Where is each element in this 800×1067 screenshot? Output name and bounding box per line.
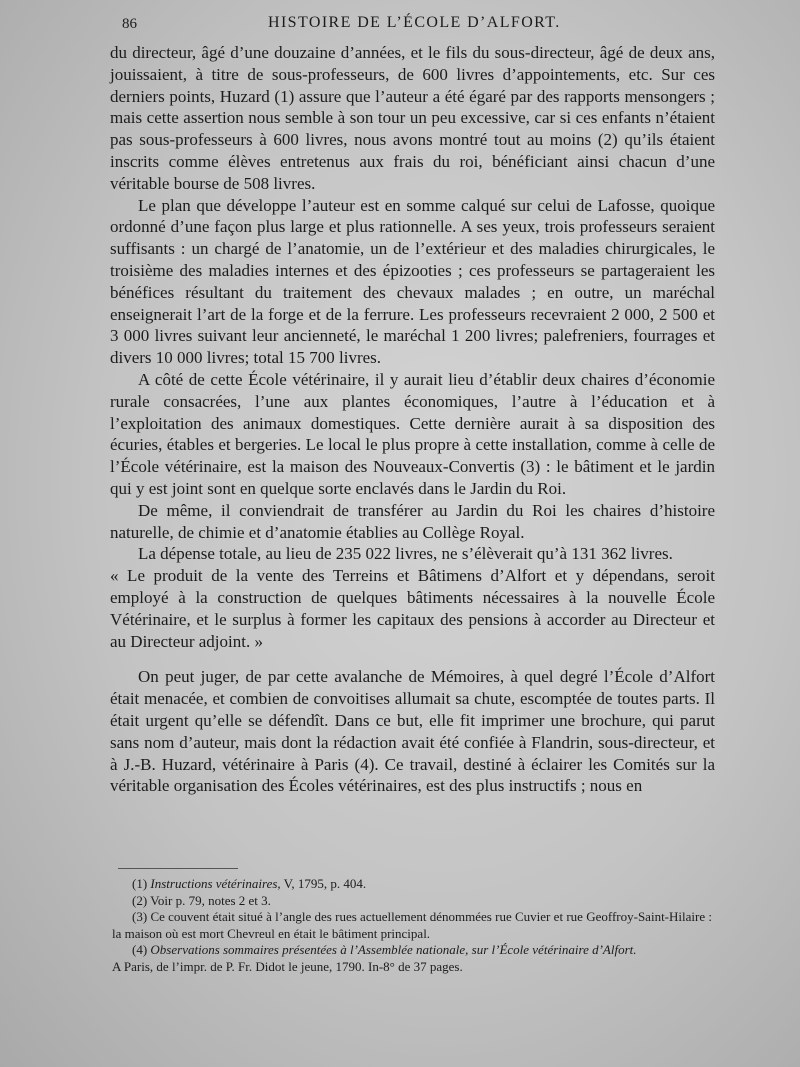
paragraph-2: Le plan que développe l’auteur est en somme calqué sur celui de Lafosse, quoique ordonné d’une façon plus large et plus rationnelle. A ses yeux, trois professeurs seraient suffisants : un chargé de l’anatomie, un de l’extérieur et des maladies chirurgicales, le troisième des maladies internes et des épizooties ; ces professeurs se partageraient les bénéfices résultant du traitement des chevaux malades ; en outre, un maréchal enseignerait l’art de la forge et de la ferrure. Les professeurs recevraient 2 000, 2 500 et 3 000 livres suivant leur ancienneté, le maréchal 1 200 livres; palefreniers, fourrages et divers 10 000 livres; total 15 700 livres. xyxy=(110,195,715,368)
footnote-4-number: (4) xyxy=(132,942,148,957)
footnote-1-title: Instructions vétérinaires xyxy=(150,876,278,891)
paragraph-6: On peut juger, de par cette avalanche de Mémoires, à quel degré l’École d’Alfort était menacée, et combien de convoitises allumait sa chute, escomptée de toutes parts. Il était urgent qu’elle se défendît. Dans ce but, elle fit imprimer une brochure, qui parut sans nom d’auteur, mais dont la rédaction avait été confiée à Flandrin, sous-directeur, et à J.-B. Huzard, vétérinaire à Paris (4). Ce travail, destiné à éclairer les Comités sur la véritable organisation des Écoles vétérinaires, est des plus instructifs ; nous en xyxy=(110,667,715,796)
paragraph-4: De même, il conviendrait de transférer au Jardin du Roi les chaires d’histoire naturelle, de chimie et d’anatomie établies au Collège Royal. xyxy=(110,500,715,542)
page-header xyxy=(118,14,718,38)
footnote-4-continued: A Paris, de l’impr. de P. Fr. Didot le jeune, 1790. In-8° de 37 pages. xyxy=(112,958,463,974)
footnotes xyxy=(112,876,712,975)
quotation: « Le produit de la vente des Terreins et Bâtimens d’Alfort et y dépendans, seroit employé à la construction de quelques bâtiments nécessaires à la nouvelle École Vétérinaire, et le surplus à former les capitaux des pensions à accorder au Directeur et au Directeur adjoint. » xyxy=(110,566,715,651)
footnote-4-title: Observations sommaires présentées à l’Assemblée nationale, sur l’École vétérinaire d’Alfort. xyxy=(150,942,637,957)
paragraph-1: du directeur, âgé d’une douzaine d’années, et le fils du sous-directeur, âgé de deux ans, jouissaient, à titre de sous-professeurs, de 600 livres d’appointements, etc. Sur ces derniers points, Huzard (1) assure que l’auteur a été égaré par des rapports mensongers ; mais cette assertion nous semble à son tour un peu excessive, car si ces enfants n’étaient pas sous-professeurs à 600 livres, nous avons montré tout au moins (2) qu’ils étaient inscrits comme élèves entretenus aux frais du roi, bénéficiant ainsi chacun d’une véritable bourse de 508 livres. xyxy=(110,43,715,193)
body-text xyxy=(110,42,715,797)
footnote-1 xyxy=(112,876,712,893)
footnote-2: (2) Voir p. 79, notes 2 et 3. xyxy=(132,892,271,908)
page-number: 86 xyxy=(122,16,137,32)
footnote-4 xyxy=(112,942,712,959)
footnote-1-rest: , V, 1795, p. 404. xyxy=(277,876,367,891)
paragraph-5: La dépense totale, au lieu de 235 022 livres, ne s’élèverait qu’à 131 362 livres. xyxy=(138,544,673,564)
paragraph-3: A côté de cette École vétérinaire, il y aurait lieu d’établir deux chaires d’économie rurale consacrées, l’une aux plantes économiques, l’autre à l’éducation et à l’exploitation des animaux domestiques. Cette dernière aurait à sa disposition des écuries, étables et bergeries. Le local le plus propre à cette installation, comme à celle de l’École vétérinaire, est la maison des Nouveaux-Convertis (3) : le bâtiment et le jardin qui y est joint sont en quelque sorte enclavés dans le Jardin du Roi. xyxy=(110,369,715,498)
footnote-1-number: (1) xyxy=(132,876,148,891)
footnote-3: (3) Ce couvent était situé à l’angle des rues actuellement dénommées rue Cuvier et rue Geoffroy-Saint-Hilaire : la maison où est mort Chevreul en était le bâtiment principal. xyxy=(112,909,712,941)
footnote-divider xyxy=(118,868,238,869)
running-title: HISTOIRE DE L’ÉCOLE D’ALFORT. xyxy=(268,14,561,31)
